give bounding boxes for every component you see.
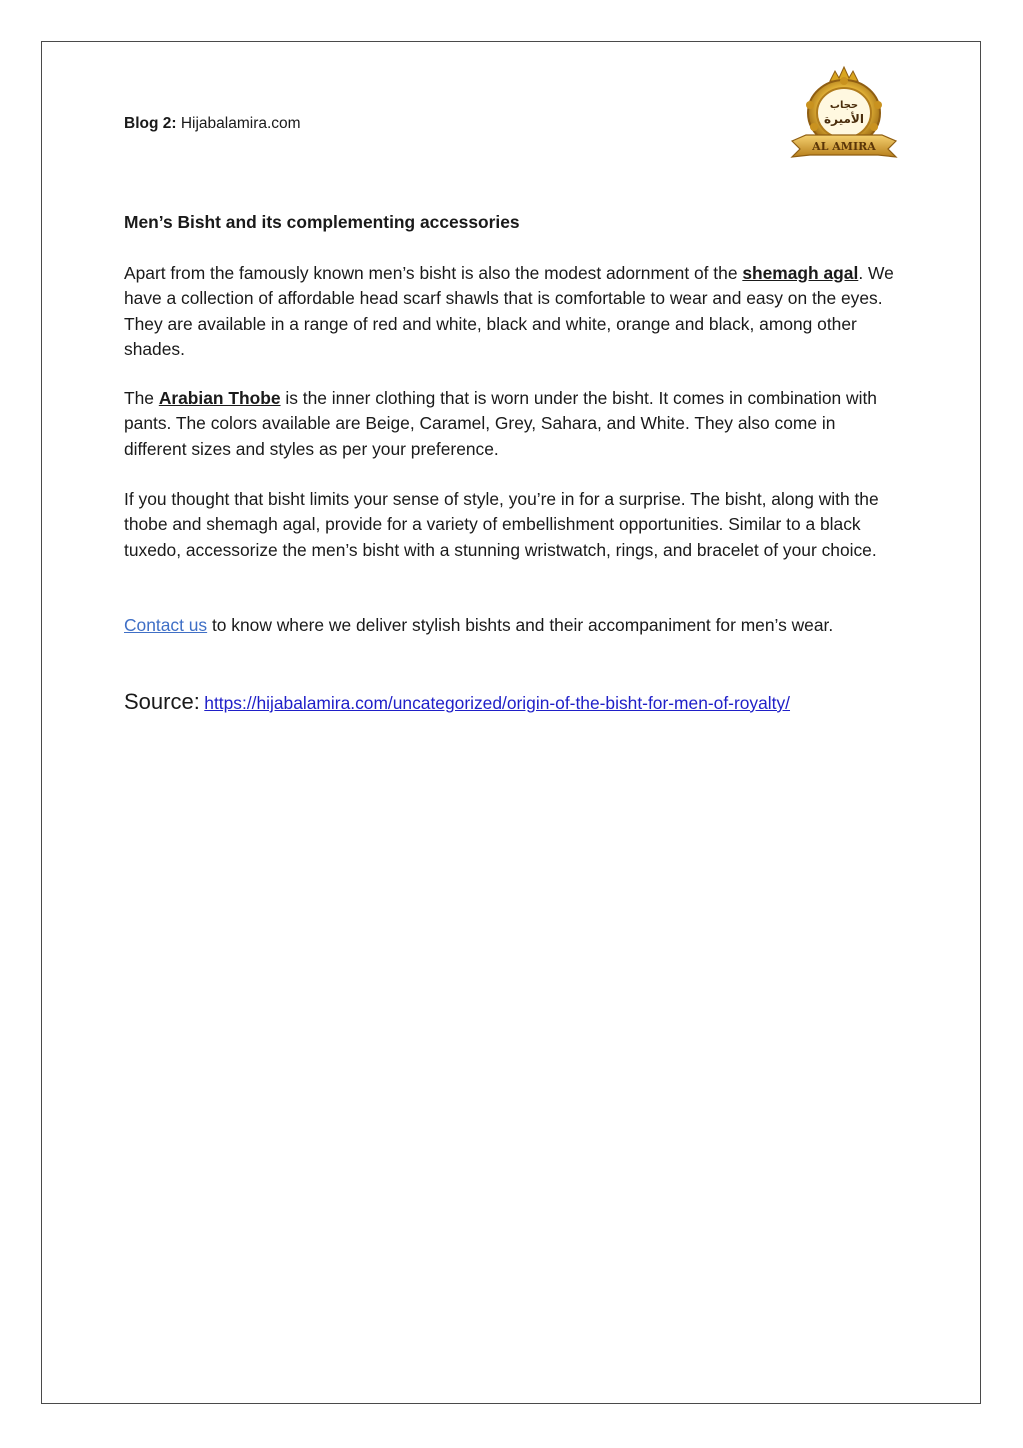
- paragraph-text: The: [124, 388, 159, 408]
- shemagh-agal-link[interactable]: shemagh agal: [742, 263, 859, 283]
- paragraph-text: . We have a collection of affordable head scarf shawls that is comfortable to wear and easy on the eyes. They are available in a range of red and white, black and white, orange and black, among other shades.: [124, 263, 894, 359]
- logo-banner-text: AL AMIRA: [812, 140, 876, 153]
- blog-number-label: Blog 2:: [124, 115, 177, 132]
- paragraph-contact: [124, 613, 896, 638]
- al-amira-logo: [788, 65, 900, 167]
- paragraph-text: to know where we deliver stylish bishts and their accompaniment for men’s wear.: [207, 615, 834, 635]
- contact-us-link[interactable]: Contact us: [124, 615, 208, 635]
- article-title: Men’s Bisht and its complementing accessories: [124, 212, 520, 232]
- blog-label-line: [124, 113, 301, 135]
- paragraph-thobe: [124, 386, 896, 462]
- svg-text:الأميرة: الأميرة: [824, 112, 864, 126]
- source-label: Source:: [124, 689, 200, 714]
- paragraph-style: If you thought that bisht limits your sense of style, you’re in for a surprise. The bisht, along with the thobe and shemagh agal, provide for a variety of embellishment opportunities. Similar to a black tuxedo, accessorize the men’s bisht with a stunning wristwatch, rings, and bracelet of your choice.: [124, 489, 879, 560]
- arabian-thobe-link[interactable]: Arabian Thobe: [158, 388, 281, 408]
- page-border: [41, 41, 981, 1404]
- source-url-link[interactable]: https://hijabalamira.com/uncategorized/origin-of-the-bisht-for-men-of-royalty/: [204, 693, 791, 713]
- blog-site-name: Hijabalamira.com: [180, 115, 301, 132]
- svg-text:حجاب: حجاب: [829, 100, 859, 111]
- paragraph-text: Apart from the famously known men’s bisht is also the modest adornment of the: [124, 263, 743, 283]
- paragraph-shemagh: [124, 261, 896, 362]
- paragraph-text: is the inner clothing that is worn under the bisht. It comes in combination with pants. The colors available are Beige, Caramel, Grey, Sahara, and White. They also come in different sizes and styles as per your preference.: [124, 388, 877, 459]
- source-line: [124, 689, 790, 715]
